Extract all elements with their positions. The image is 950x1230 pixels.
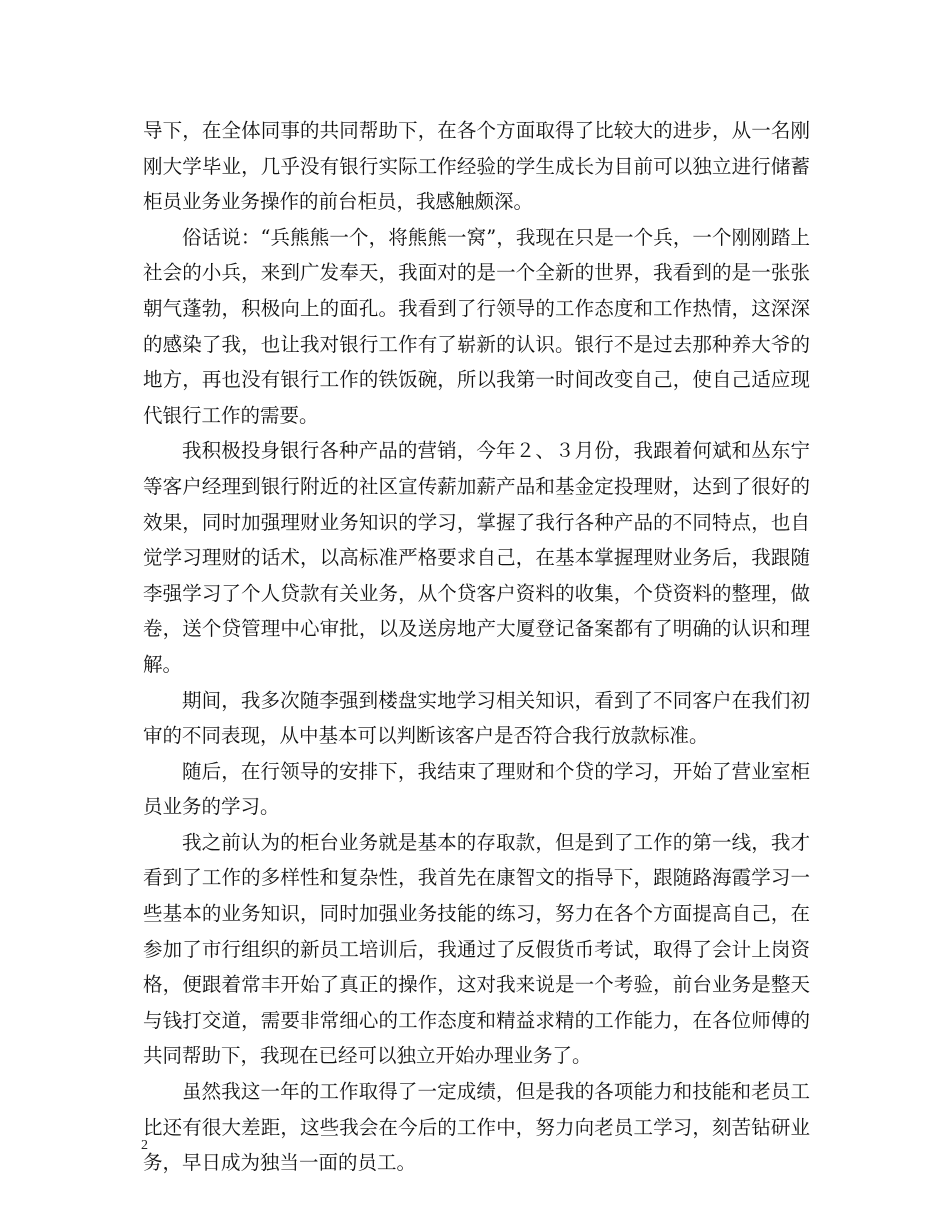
paragraph: 我之前认为的柜台业务就是基本的存取款，但是到了工作的第一线，我才看到了工作的多样性和复杂性，我首先在康智文的指导下，跟随路海霞学习一些基本的业务知识，同时加强业务技能的练习，努力在各个方面提高自己，在参加了市行组织的新员工培训后，我通过了反假货币考试，取得了会计上岗资格，便跟着常丰开始了真正的操作，这对我来说是一个考验，前台业务是整天与钱打交道，需要非常细心的工作态度和精益求精的工作能力，在各位师傅的共同帮助下，我现在已经可以独立开始办理业务了。 xyxy=(143,830,810,1068)
paragraph: 随后，在行领导的安排下，我结束了理财和个贷的学习，开始了营业室柜员业务的学习。 xyxy=(143,759,810,819)
paragraph: 我积极投身银行各种产品的营销，今年２、３月份，我跟着何斌和丛东宁等客户经理到银行附近的社区宣传薪加薪产品和基金定投理财，达到了很好的效果，同时加强理财业务知识的学习，掌握了我行各种产品的不同特点，也自觉学习理财的话术，以高标准严格要求自己，在基本掌握理财业务后，我跟随李强学习了个人贷款有关业务，从个贷客户资料的收集，个贷资料的整理，做卷，送个贷管理中心审批，以及送房地产大厦登记备案都有了明确的认识和理解。 xyxy=(143,439,810,676)
page-number: 2 xyxy=(141,1138,148,1153)
paragraph: 期间，我多次随李强到楼盘实地学习相关知识，看到了不同客户在我们初审的不同表现，从中基本可以判断该客户是否符合我行放款标准。 xyxy=(143,688,810,748)
paragraph: 虽然我这一年的工作取得了一定成绩，但是我的各项能力和技能和老员工比还有很大差距，这些我会在今后的工作中，努力向老员工学习，刻苦钻研业务，早日成为独当一面的员工。 xyxy=(143,1080,810,1175)
paragraph-continued: 导下，在全体同事的共同帮助下，在各个方面取得了比较大的进步，从一名刚刚大学毕业，几乎没有银行实际工作经验的学生成长为目前可以独立进行储蓄柜员业务业务操作的前台柜员，我感触颇深。 xyxy=(143,119,810,214)
body-text xyxy=(143,113,810,1181)
paragraph: 俗话说：“兵熊熊一个，将熊熊一窝”，我现在只是一个兵，一个刚刚踏上社会的小兵，来到广发奉天，我面对的是一个全新的世界，我看到的是一张张朝气蓬勃，积极向上的面孔。我看到了行领导的工作态度和工作热情，这深深的感染了我，也让我对银行工作有了崭新的认识。银行不是过去那种养大爷的地方，再也没有银行工作的铁饭碗，所以我第一时间改变自己，使自己适应现代银行工作的需要。 xyxy=(143,225,810,427)
